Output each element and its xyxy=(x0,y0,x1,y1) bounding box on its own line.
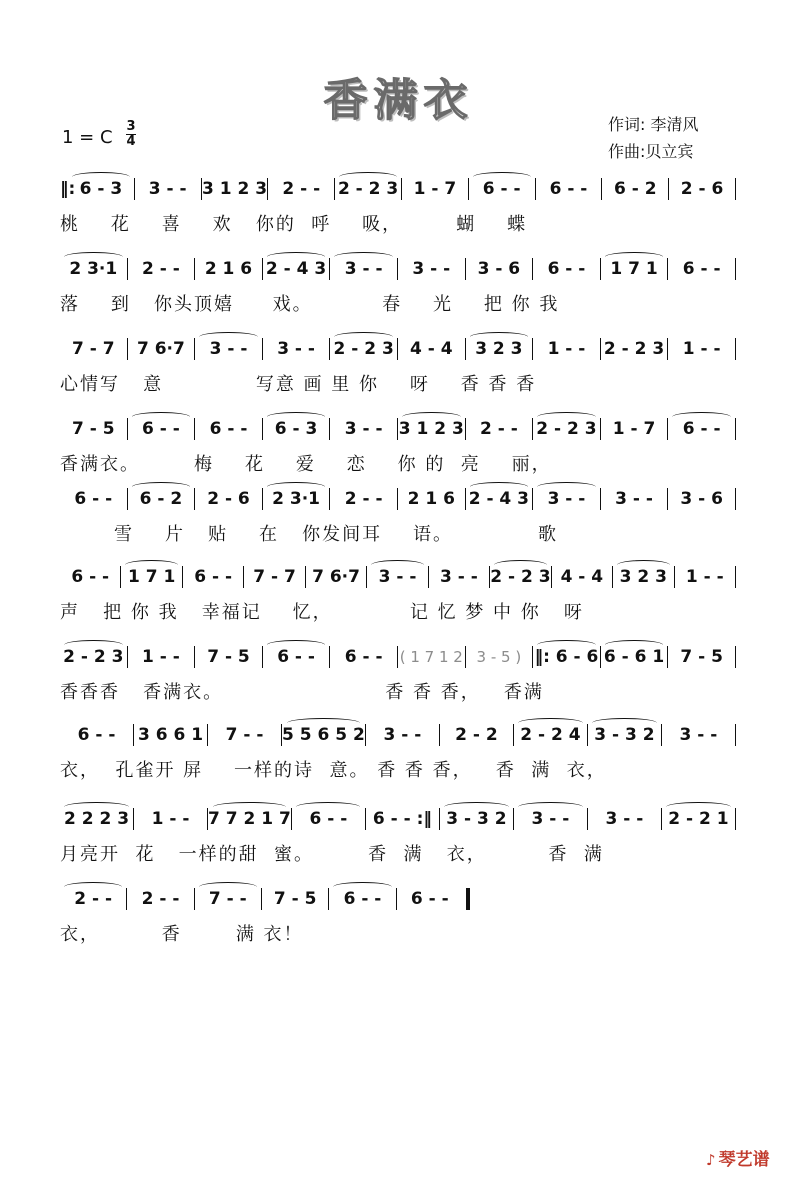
measure xyxy=(330,419,397,439)
slur-mark xyxy=(334,252,393,262)
measure xyxy=(330,339,397,359)
slur-mark xyxy=(267,640,326,650)
lyrics-line: 月亮开 花 一样的甜 蜜。 香 满 衣， 香 满 xyxy=(60,844,604,865)
measure-notes: 3 - - xyxy=(547,489,586,509)
measure-notes: 3 6 6 1 xyxy=(137,725,204,745)
measure-notes: 2 3·1 xyxy=(272,489,321,509)
notation-line xyxy=(60,418,736,440)
measure xyxy=(202,179,268,199)
measure xyxy=(466,339,533,359)
measure xyxy=(490,567,550,587)
barline xyxy=(735,258,736,280)
measure-notes: 1 - - xyxy=(547,339,586,359)
measure-notes: 7 - 7 xyxy=(72,339,115,359)
measure xyxy=(128,339,195,359)
measure xyxy=(128,647,195,667)
measure-notes: 3 - - xyxy=(605,809,644,829)
measure xyxy=(195,259,262,279)
measure-notes: 6 - - xyxy=(549,179,588,199)
measure xyxy=(675,567,735,587)
measure xyxy=(588,725,661,745)
measure-notes: 3 - - xyxy=(615,489,653,509)
measure-notes: 2 - 2 3 xyxy=(333,339,394,359)
score-row xyxy=(60,888,736,948)
measure xyxy=(292,809,365,829)
slur-mark xyxy=(64,640,123,650)
notation-line xyxy=(60,488,736,510)
measure xyxy=(662,809,735,829)
slur-mark xyxy=(518,802,582,812)
measure xyxy=(208,725,281,745)
measure-notes: 3 - 6 xyxy=(680,489,723,509)
measure xyxy=(183,567,243,587)
measure xyxy=(366,809,439,829)
measure xyxy=(195,489,262,509)
time-signature-bottom: 4 xyxy=(126,134,136,149)
measure-notes: 3 - - xyxy=(440,567,478,587)
slur-mark xyxy=(444,802,508,812)
measure xyxy=(397,889,463,909)
lyrics-line: 香香香 香满衣。 香 香 香， 香满 xyxy=(60,682,544,703)
measure-notes: 1 7 1 xyxy=(610,259,658,279)
measure-notes: 2 - - xyxy=(141,889,180,909)
measure-notes: 2 - 4 3 xyxy=(265,259,327,279)
measure xyxy=(469,179,535,199)
slur-mark xyxy=(296,802,360,812)
measure-notes: 2 - 6 xyxy=(680,179,724,199)
measure xyxy=(263,339,330,359)
measure-notes: 2 - 2 3 xyxy=(490,567,551,587)
measure-notes: 4 - 4 xyxy=(409,339,453,359)
measure xyxy=(60,725,133,745)
measure xyxy=(601,259,668,279)
measure-notes: 2 - 4 3 xyxy=(468,489,529,509)
slur-mark xyxy=(402,412,461,422)
slur-mark xyxy=(64,802,128,812)
measure xyxy=(135,179,201,199)
slur-mark xyxy=(473,172,531,182)
measure-notes: 7 6·7 xyxy=(312,567,360,587)
watermark xyxy=(706,1145,770,1170)
measure xyxy=(263,259,330,279)
measure-notes: 2 - 2 4 xyxy=(520,725,581,745)
measure-notes: 2 - 2 3 xyxy=(63,647,124,667)
measure xyxy=(668,419,735,439)
slur-mark xyxy=(199,882,257,892)
measure xyxy=(134,809,207,829)
score-row xyxy=(60,808,736,868)
measure xyxy=(466,259,533,279)
slur-mark xyxy=(518,718,582,728)
measure-notes: 7 - 5 xyxy=(680,647,723,667)
measure xyxy=(330,259,397,279)
measure-notes: 2 - 2 xyxy=(455,725,498,745)
score-row xyxy=(60,724,736,784)
slur-mark xyxy=(470,332,529,342)
measure-notes: 3 - - xyxy=(148,179,187,199)
measure-notes: 1 - - xyxy=(142,647,180,667)
measure xyxy=(440,809,513,829)
slur-mark xyxy=(125,560,178,570)
lyrics-line: 桃 花 喜 欢 你的 呼 吸， 蝴 蝶 xyxy=(60,214,528,235)
measure-notes: 6 - - xyxy=(194,567,233,587)
measure xyxy=(262,889,328,909)
slur-mark xyxy=(267,482,326,492)
watermark-text: 琴艺谱 xyxy=(718,1150,770,1170)
measure-notes: ( 1 7 1 2 xyxy=(399,648,463,666)
measure-notes: 3 - - xyxy=(209,339,248,359)
measure-notes: 6 - - xyxy=(547,259,586,279)
measure xyxy=(367,567,427,587)
measure-notes: 6 - - xyxy=(277,647,315,667)
lyrics-line: 声 把 你 我 幸福记 忆， 记 忆 梦 中 你 呀 xyxy=(60,602,584,623)
measure-notes: 2 3·1 xyxy=(69,259,118,279)
barline xyxy=(735,338,736,360)
score-row xyxy=(60,418,736,478)
measure xyxy=(662,725,735,745)
measure-notes: 6 - - :‖ xyxy=(372,809,432,829)
measure-notes: 7 6·7 xyxy=(136,339,185,359)
slur-mark xyxy=(267,412,326,422)
measure-notes: 7 - - xyxy=(225,725,264,745)
measure xyxy=(330,647,397,667)
measure-notes: 6 - - xyxy=(74,489,113,509)
measure xyxy=(514,809,587,829)
measure xyxy=(195,647,262,667)
measure xyxy=(60,809,133,829)
measure-notes: 3 - 3 2 xyxy=(446,809,507,829)
measure-notes: 3 - - xyxy=(277,339,315,359)
measure-notes: 2 1 6 xyxy=(204,259,253,279)
slur-mark xyxy=(333,882,391,892)
measure xyxy=(514,725,587,745)
measure-notes: 7 - 7 xyxy=(253,567,296,587)
barline xyxy=(735,488,736,510)
measure-notes: 6 - - xyxy=(682,259,721,279)
measure xyxy=(335,179,401,199)
slur-mark xyxy=(339,172,397,182)
measure xyxy=(128,419,195,439)
measure-notes: 3 - - xyxy=(679,725,718,745)
measure-notes: 2 - 2 1 xyxy=(668,809,729,829)
measure xyxy=(466,419,533,439)
slur-mark xyxy=(605,640,664,650)
measure xyxy=(68,179,134,199)
measure xyxy=(398,339,465,359)
measure xyxy=(533,339,600,359)
measure xyxy=(601,489,668,509)
key-signature: 1 = C xyxy=(62,127,113,148)
measure xyxy=(466,489,533,509)
measure xyxy=(533,489,600,509)
measure-notes: 3 - 6 xyxy=(477,259,521,279)
notation-line xyxy=(60,178,736,200)
measure-notes: ‖: 6 - 6 xyxy=(534,647,599,667)
measure-notes: 1 - 7 xyxy=(413,179,457,199)
score-row xyxy=(60,178,736,238)
notation-line xyxy=(60,724,736,746)
measure xyxy=(602,179,668,199)
barline xyxy=(735,178,736,200)
score-row xyxy=(60,488,736,548)
measure-notes: 2 - 2 3 xyxy=(337,179,399,199)
slur-mark xyxy=(666,802,730,812)
measure-notes: 3 - - xyxy=(344,419,383,439)
measure xyxy=(60,489,127,509)
measure xyxy=(128,259,195,279)
measure-notes: 2 - 2 3 xyxy=(536,419,597,439)
measure-notes: 2 - - xyxy=(74,889,113,909)
slur-mark xyxy=(537,412,596,422)
slur-mark xyxy=(64,252,123,262)
slur-mark xyxy=(213,802,286,812)
barline xyxy=(735,646,736,668)
measure-notes: 4 - 4 xyxy=(560,567,604,587)
slur-mark xyxy=(592,718,656,728)
measure-notes: 3 - - xyxy=(383,725,422,745)
lyricist-credit: 作词: 李清风 xyxy=(608,115,699,134)
music-logo-icon: ♪ xyxy=(706,1151,716,1169)
measure xyxy=(60,259,127,279)
measure-notes: 3 2 3 xyxy=(475,339,523,359)
measure-notes: 6 - - xyxy=(410,889,449,909)
measure-notes: 7 - 5 xyxy=(273,889,317,909)
measure xyxy=(60,567,120,587)
measure xyxy=(263,647,330,667)
measure xyxy=(282,725,365,745)
measure xyxy=(398,489,465,509)
measure xyxy=(601,647,668,667)
slur-mark xyxy=(267,252,326,262)
measure xyxy=(306,567,366,587)
slur-mark xyxy=(371,560,424,570)
measure-notes: 6 - - xyxy=(209,419,248,439)
measure-notes: 1 - 7 xyxy=(612,419,656,439)
measure xyxy=(268,179,334,199)
measure xyxy=(195,339,262,359)
measure xyxy=(398,419,465,439)
notation-line xyxy=(60,888,470,910)
lyrics-line: 心情写 意 写意 画 里 你 呀 香 香 香 xyxy=(60,374,537,395)
slur-mark xyxy=(64,882,122,892)
measure-notes: 1 - - xyxy=(685,567,724,587)
measure-notes: 2 - - xyxy=(479,419,518,439)
measure xyxy=(601,339,668,359)
notation-line xyxy=(60,258,736,280)
measure xyxy=(60,339,127,359)
measure xyxy=(366,725,439,745)
slur-mark xyxy=(537,482,596,492)
measure-notes: 7 - 5 xyxy=(207,647,250,667)
measure-notes: 6 - - xyxy=(343,889,382,909)
measure-notes: 6 - - xyxy=(482,179,521,199)
notation-line xyxy=(60,566,736,588)
slur-mark xyxy=(287,718,360,728)
measure xyxy=(668,647,735,667)
measure-notes: 2 - 6 xyxy=(207,489,250,509)
time-signature xyxy=(126,120,136,149)
lyrics-line: 落 到 你头顶嬉 戏。 春 光 把 你 我 xyxy=(60,294,560,315)
slur-mark xyxy=(494,560,547,570)
score-row xyxy=(60,646,736,706)
measure-notes: 2 - - xyxy=(282,179,321,199)
barline xyxy=(735,724,736,746)
measure-notes: 3 - - xyxy=(378,567,417,587)
measure xyxy=(121,567,181,587)
lyrics-line: 香满衣。 梅 花 爱 恋 你 的 亮 丽， xyxy=(60,454,552,475)
score-row xyxy=(60,338,736,398)
lyrics-line: 衣， 孔雀开 屏 一样的诗 意。 香 香 香， 香 满 衣， xyxy=(60,760,607,781)
measure-notes: 3 1 2 3 xyxy=(398,419,464,439)
slur-mark xyxy=(132,482,191,492)
notation-line xyxy=(60,646,736,668)
measure-notes: 6 - 3 xyxy=(79,179,123,199)
measure xyxy=(330,489,397,509)
repeat-start-sign: ‖: xyxy=(60,179,76,199)
measure xyxy=(402,179,468,199)
barline xyxy=(735,566,736,588)
measure xyxy=(440,725,513,745)
measure xyxy=(668,489,735,509)
notation-line xyxy=(60,338,736,360)
measure xyxy=(398,259,465,279)
measure-notes: 6 - 2 xyxy=(139,489,183,509)
measure xyxy=(533,259,600,279)
measure-notes: 2 - - xyxy=(344,489,383,509)
barline xyxy=(735,418,736,440)
barline xyxy=(735,808,736,830)
measure xyxy=(195,889,261,909)
notation-line xyxy=(60,808,736,830)
measure xyxy=(613,567,673,587)
score-row xyxy=(60,258,736,318)
measure-notes: 3 - - xyxy=(412,259,451,279)
measure-notes: 1 7 1 xyxy=(128,567,176,587)
measure-notes: 3 - 5 ) xyxy=(476,648,522,666)
measure-notes: 7 - - xyxy=(208,889,247,909)
slur-mark xyxy=(199,332,258,342)
measure xyxy=(134,725,207,745)
measure-notes: 1 - - xyxy=(682,339,721,359)
measure xyxy=(60,889,126,909)
measure xyxy=(263,489,330,509)
measure-notes: 7 7 2 1 7 xyxy=(208,809,291,829)
slur-mark xyxy=(72,172,130,182)
measure xyxy=(127,889,193,909)
measure xyxy=(466,648,533,666)
measure-notes: 3 2 3 xyxy=(619,567,667,587)
measure-notes: 6 - 6 1 xyxy=(603,647,665,667)
slur-mark xyxy=(605,252,664,262)
measure xyxy=(263,419,330,439)
score-row xyxy=(60,566,736,626)
measure-notes: 3 - - xyxy=(344,259,383,279)
measure xyxy=(60,647,127,667)
measure xyxy=(533,647,600,667)
measure-notes: 6 - - xyxy=(142,419,180,439)
measure-notes: 2 - - xyxy=(142,259,180,279)
measure-notes: 5 5 6 5 2 xyxy=(282,725,365,745)
slur-mark xyxy=(617,560,670,570)
slur-mark xyxy=(537,640,596,650)
slur-mark xyxy=(672,412,731,422)
measure-notes: 3 - - xyxy=(531,809,570,829)
measure xyxy=(244,567,304,587)
slur-mark xyxy=(132,412,191,422)
measure-notes: 7 - 5 xyxy=(72,419,115,439)
measure xyxy=(536,179,602,199)
measure xyxy=(398,648,465,666)
measure-notes: 2 2 2 3 xyxy=(63,809,130,829)
measure-notes: 6 - - xyxy=(71,567,110,587)
measure xyxy=(195,419,262,439)
measure-notes: 6 - - xyxy=(309,809,348,829)
time-signature-top: 3 xyxy=(126,119,136,134)
page-title: 香满衣 xyxy=(323,75,474,126)
slur-mark xyxy=(334,332,393,342)
measure-notes: 2 - 2 3 xyxy=(603,339,665,359)
measure-notes: 6 - 2 xyxy=(613,179,657,199)
measure-notes: 6 - - xyxy=(344,647,383,667)
lyrics-line: 衣， 香 满 衣！ xyxy=(60,924,304,945)
measure-notes: 3 1 2 3 xyxy=(201,179,268,199)
final-barline xyxy=(466,888,470,910)
measure-notes: 6 - - xyxy=(77,725,116,745)
measure xyxy=(329,889,395,909)
measure xyxy=(601,419,668,439)
slur-mark xyxy=(470,482,529,492)
measure-notes: 2 1 6 xyxy=(407,489,455,509)
composer-credit: 作曲:贝立宾 xyxy=(608,142,694,161)
measure xyxy=(668,259,735,279)
measure-notes: 3 - 3 2 xyxy=(594,725,655,745)
measure-notes: 6 - 3 xyxy=(274,419,318,439)
measure xyxy=(552,567,612,587)
measure xyxy=(668,339,735,359)
lyrics-line: 雪 片 贴 在 你发间耳 语。 歌 xyxy=(60,524,558,545)
measure xyxy=(669,179,735,199)
measure xyxy=(533,419,600,439)
measure-notes: 6 - - xyxy=(682,419,721,439)
measure-notes: 1 - - xyxy=(151,809,190,829)
measure xyxy=(128,489,195,509)
measure xyxy=(208,809,291,829)
measure xyxy=(429,567,489,587)
measure xyxy=(60,419,127,439)
measure xyxy=(588,809,661,829)
